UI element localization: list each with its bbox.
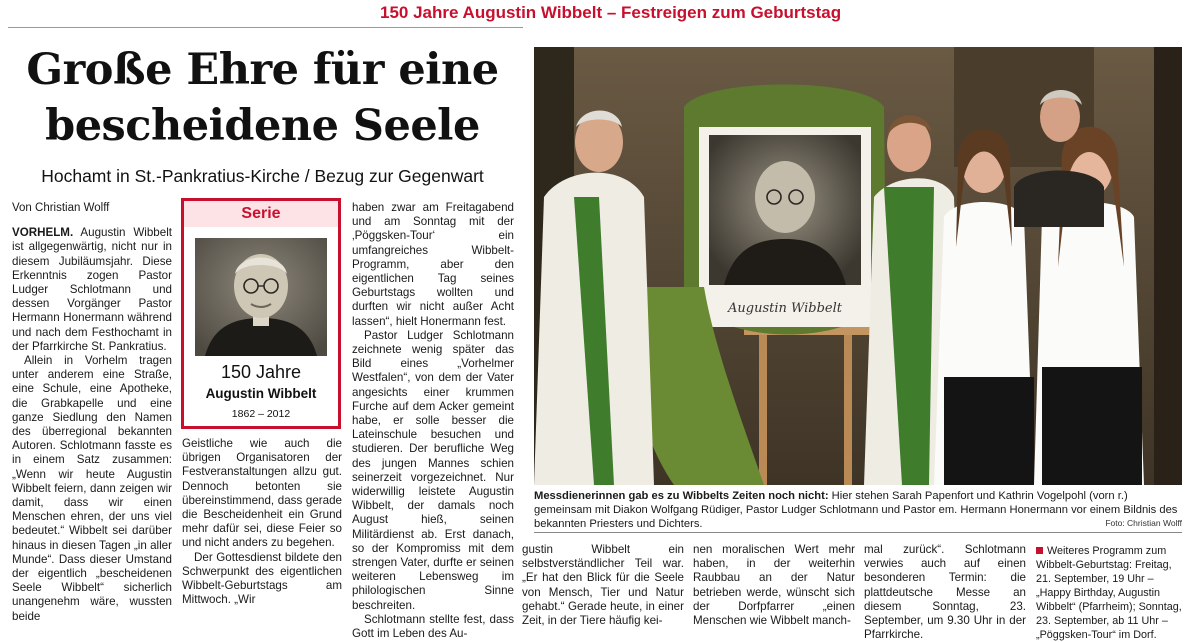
text-column-4 (522, 543, 684, 628)
series-title: 150 Jahre (220, 362, 302, 382)
paragraph: nen moralischen Wert mehr haben, in der weiterhin Raubbau an der Natur betrieben werde, wünscht sich der Dorfpfarrer „einen Menschen wie Wibbelt manch- (693, 543, 855, 628)
series-box (181, 198, 341, 429)
program-info-box (1036, 544, 1186, 642)
caption-divider (534, 532, 1182, 533)
series-name: Augustin Wibbelt (205, 386, 317, 401)
paragraph: Pastor Ludger Schlotmann zeichnete wenig später das Bild eines „Vorhelmer Westfalen“, von dem der Vater angesichts einer krummen Furche auf dem Acker gemeint habe, er solle besser die Lateinschule besuchen und studieren. Der berufliche Weg des jungen Mannes schien seinerzeit vorgezeichnet. Nur widerwillig leistete Augustin Wibbelt, der damals noch August hieß, seinen Militärdienst ab. Erst danach, so der Kompromiss mit dem strengen Vater, durfte er seinen weiteren Lebensweg im philologischen Sinne beschreiten. (352, 328, 514, 612)
portrait-signature: Augustin Wibbelt (727, 301, 843, 316)
paragraph (12, 226, 172, 354)
paragraph: Schlotmann stellte fest, dass Gott im Leben des Au- (352, 612, 514, 641)
paragraph: Allein in Vorhelm tragen unter anderem eine Straße, eine Schule, eine Apotheke, die Grabkapelle und eine ganze Siedlung den Namen des überregional bekannten Autoren. Schlotmann fasste es in einem Satz zusammen: „Wenn wir heute Augustin Wibbelt feiern, dann zeigen wir damit, dass wir einen Menschen ehren, der uns viel bedeutet.“ Wibbelt sei darüber hinaus in diesen Tagen „in aller Munde“. Dass dieser Umstand der eigentlich „bescheidenen Seele Wibbelt“ sicherlich unangenehm wäre, wussten beide (12, 354, 172, 623)
program-info-text: Weiteres Programm zum Wibbelt-Geburtstag: Freitag, 21. September, 19 Uhr – „Happy Birthday, Augustin Wibbelt“ (Pfarrheim); Sonntag, 23. September, ab 11 Uhr – „Pöggsken-Tour“ im Dorf. (1036, 545, 1182, 641)
portrait-photo (195, 238, 327, 356)
text-column-6 (864, 543, 1026, 642)
paragraph: mal zurück“. Schlotmann verwies auch auf einen besonderen Termin: die plattdeutsche Messe an diesem Sonntag, 23. September, um 9.30 Uhr in der Pfarrkirche. (864, 543, 1026, 642)
series-label: Serie (184, 201, 338, 227)
kicker-divider (8, 27, 523, 28)
article-photo (534, 47, 1182, 485)
article-headline: Große Ehre für eine bescheidene Seele (26, 45, 499, 151)
paragraph: gustin Wibbelt ein selbstverständlicher Teil war. „Er hat den Blick für die Seele von Mensch, Tier und Natur gehabt.“ Gerade heute, in einer Zeit, in der Tiere häufig kei- (522, 543, 684, 628)
caption-text: Hier stehen Sarah Papenfort und Kathrin Vogelpohl (vorn r.) gemeinsam mit Diakon Wolfgang Rüdiger, Pastor Ludger Schlotmann und Pastor em. Hermann Honermann vor einem Bildnis des bekannten Priesters und Dichters. (534, 490, 1178, 530)
photo-credit: Foto: Christian Wolff (1105, 518, 1182, 528)
text-column-3 (352, 201, 514, 641)
byline: Von Christian Wolff (12, 202, 110, 214)
bullet-square-icon (1036, 547, 1043, 554)
article-subheadline: Hochamt in St.-Pankratius-Kirche / Bezug zur Gegenwart (41, 166, 484, 186)
paragraph-text: Augustin Wibbelt ist allgegenwärtig, nicht nur in diesem Jubiläumsjahr. Diese Erkenntnis zogen Pastor Ludger Schlotmann und dessen Vorgänger Pastor Hermann Honermann während und nach dem Festhochamt in der Pfarrkirche St. Pankratius. (12, 226, 172, 353)
text-column-2 (182, 437, 342, 607)
caption-lead: Messdienerinnen gab es zu Wibbelts Zeiten noch nicht: (534, 490, 829, 502)
paragraph: Geistliche wie auch die übrigen Organisatoren der Festveranstaltungen allzu gut. Dennoch betonten sie übereinstimmend, dass gerade die Bescheidenheit ein Grund mehr dafür sei, diese Feier so und nicht anders zu begehen. (182, 437, 342, 550)
paragraph: Der Gottesdienst bildete den Schwerpunkt des eigentlichen Wibbelt-Geburtstags am Mittwoch. „Wir (182, 550, 342, 607)
series-years: 1862 – 2012 (231, 408, 291, 420)
text-column-5 (693, 543, 855, 628)
text-column-1 (12, 201, 172, 624)
section-kicker: 150 Jahre Augustin Wibbelt – Festreigen zum Geburtstag (380, 3, 842, 22)
paragraph: haben zwar am Freitagabend und am Sonntag mit der ‚Pöggsken-Tour‘ ein umfangreiches Wibbelt-Programm, aber den eigentlichen Tag seines Geburtstags wollten und durften wir nicht außer Acht lassen“, hielt Honermann fest. (352, 201, 514, 328)
dateline: VORHELM. (12, 226, 74, 240)
